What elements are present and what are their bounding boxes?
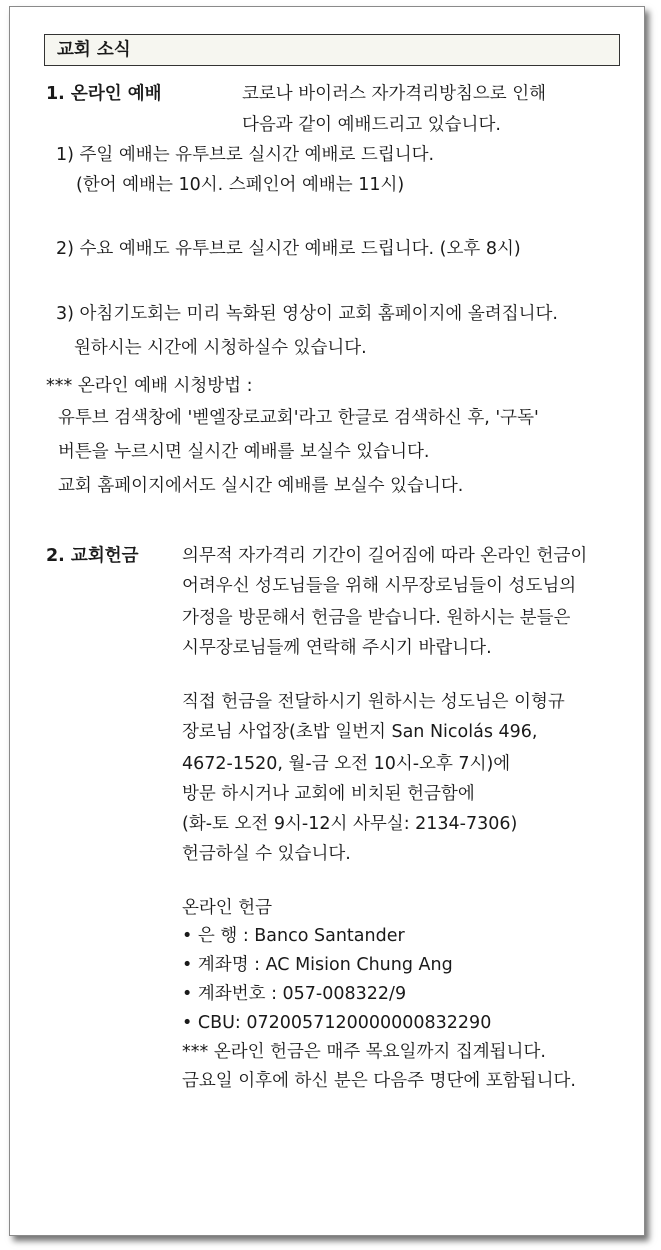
account-name: • 계좌명 : AC Mision Chung Ang <box>182 955 453 975</box>
service-item3-line1: 3) 아침기도회는 미리 녹화된 영상이 교회 홈페이지에 올려집니다. <box>56 304 558 324</box>
offering-para2-line: 헌금하실 수 있습니다. <box>182 844 351 864</box>
offering-para1-line: 의무적 자가격리 기간이 길어짐에 따라 온라인 헌금이 <box>182 546 588 566</box>
section1-heading: 1. 온라인 예배 <box>46 84 162 104</box>
service-item1-line1: 1) 주일 예배는 유투브로 실시간 예배로 드립니다. <box>56 145 435 165</box>
offering-para1-line: 시무장로님들께 연락해 주시기 바랍니다. <box>182 638 492 658</box>
howto-title: *** 온라인 예배 시청방법 : <box>46 376 253 396</box>
offering-note-line2: 금요일 이후에 하신 분은 다음주 명단에 포함됩니다. <box>182 1071 576 1091</box>
service-item3-line2: 원하시는 시간에 시청하실수 있습니다. <box>74 338 367 358</box>
online-offering-title: 온라인 헌금 <box>182 898 273 918</box>
offering-para2-line: 방문 하시거나 교회에 비치된 헌금함에 <box>182 784 475 804</box>
offering-para2-line: 직접 헌금을 전달하시기 원하시는 성도님은 이형규 <box>182 692 565 712</box>
page-title: 교회 소식 <box>57 40 131 60</box>
title-box <box>44 34 620 66</box>
section2-heading: 2. 교회헌금 <box>46 546 139 566</box>
bulletin-page <box>9 6 645 1236</box>
service-item1-line2: (한어 예배는 10시. 스페인어 예배는 11시) <box>76 175 405 195</box>
offering-para2-line: 장로님 사업장(초밥 일번지 San Nicolás 496, <box>182 722 538 742</box>
offering-note-line1: *** 온라인 헌금은 매주 목요일까지 집계됩니다. <box>182 1042 546 1062</box>
section1-intro-line2: 다음과 같이 예배드리고 있습니다. <box>242 115 501 135</box>
offering-para2-line: (화-토 오전 9시-12시 사무실: 2134-7306) <box>182 814 518 834</box>
howto-line1: 유투브 검색창에 '벧엘장로교회'라고 한글로 검색하신 후, '구독' <box>58 408 539 428</box>
offering-para2-line: 4672-1520, 월-금 오전 10시-오후 7시)에 <box>182 754 511 774</box>
service-item2: 2) 수요 예배도 유투브로 실시간 예배로 드립니다. (오후 8시) <box>56 239 521 259</box>
howto-line2: 버튼을 누르시면 실시간 예배를 보실수 있습니다. <box>58 442 430 462</box>
cbu-number: • CBU: 0720057120000000832290 <box>182 1013 492 1033</box>
offering-para1-line: 가정을 방문해서 헌금을 받습니다. 원하시는 분들은 <box>182 608 571 628</box>
account-number: • 계좌번호 : 057-008322/9 <box>182 984 407 1004</box>
section1-intro-line1: 코로나 바이러스 자가격리방침으로 인해 <box>242 84 547 104</box>
offering-para1-line: 어려우신 성도님들을 위해 시무장로님들이 성도님의 <box>182 576 577 596</box>
bank-name: • 은 행 : Banco Santander <box>182 926 405 946</box>
howto-line3: 교회 홈페이지에서도 실시간 예배를 보실수 있습니다. <box>58 476 464 496</box>
